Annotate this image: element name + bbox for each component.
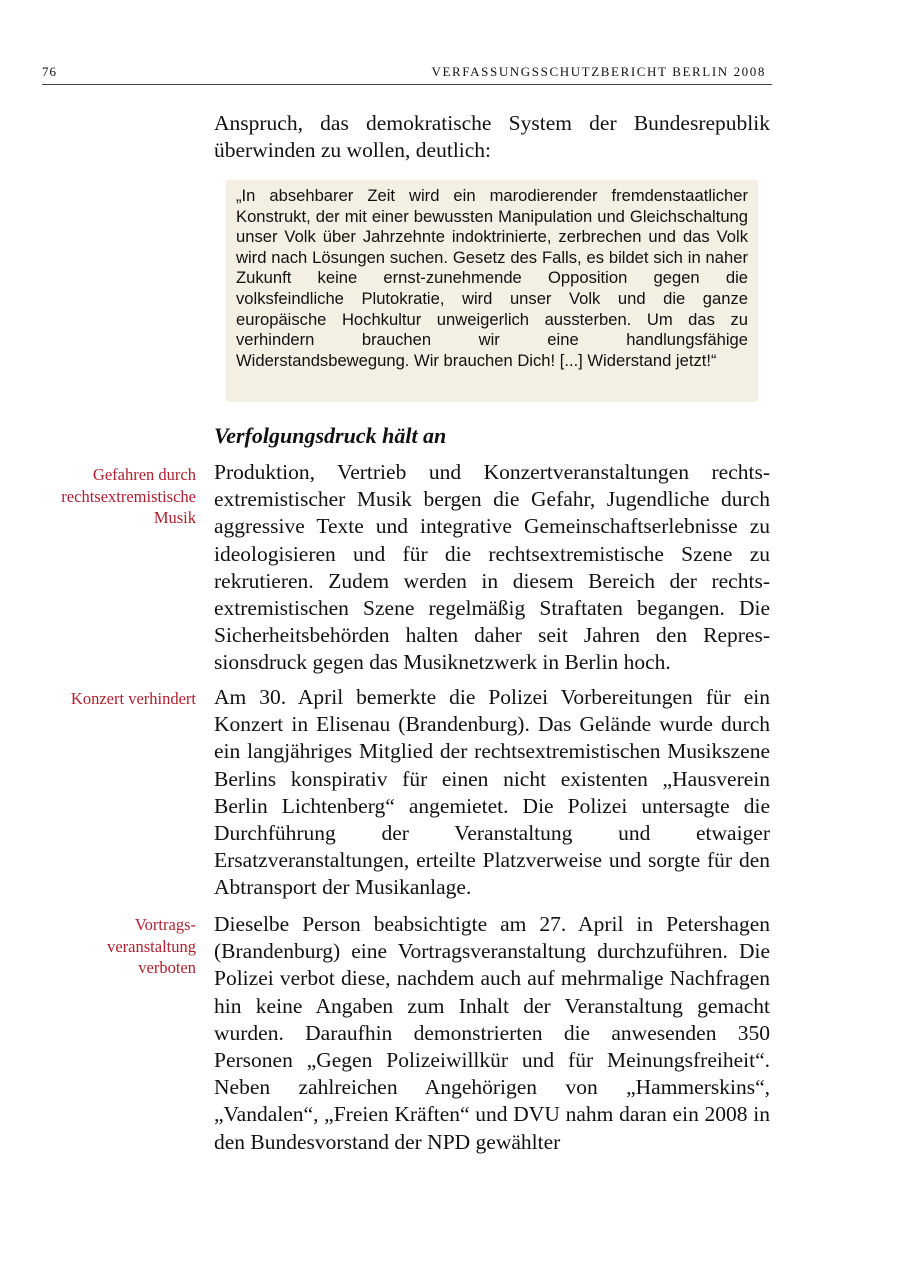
quote-text: „In absehbarer Zeit wird ein marodierender fremdenstaatlicher Konstrukt, der mit einer bewussten Manipulation und Gleichschaltung unser Volk über Jahrzehnte indoktrinierte, zerbrechen und das Volk wird nach Lösungen suchen. Gesetz des Falls, es bildet sich in naher Zukunft keine ernst-zunehmende Opposition gegen die volksfeindliche Plutokratie, wird unser Volk und die ganze europäische Hochkultur unweigerlich aussterben. Um das zu verhindern brauchen wir eine handlungsfähige Widerstandsbewegung. Wir brauchen Dich! [...] Widerstand jetzt!“ (236, 186, 748, 370)
paragraph-lecture: Dieselbe Person beabsichtigte am 27. April in Petershagen (Brandenburg) eine Vortragsveranstaltung durchzuführen. Die Polizei verbot diese, nachdem auch auf mehrmalige Nachfragen hin keine Angaben zum Inhalt der Veranstaltung gemacht wurden. Daraufhin demonstrierten die anwesenden 350 Personen „Gegen Polizeiwillkür und für Meinungsfreiheit“. Neben zahlreichen Angehörigen von „Hammerskins“, „Vandalen“, „Freien Kräften“ und DVU nahm daran ein 2008 in den Bundesvorstand der NPD gewählter (214, 912, 770, 1154)
intro-paragraph: Anspruch, das demokratische System der Bundesrepublik überwinden zu wollen, deutlich: (214, 111, 770, 163)
margin-note-lecture: Vortrags- veranstaltung verboten (107, 915, 196, 977)
margin-note-music: Gefahren durch rechtsextremistische Musik (61, 465, 196, 527)
paragraph-music: Produktion, Vertrieb und Konzertveranstaltungen rechtsextremistischer Musik bergen die Gefahr, Jugendliche durch aggressive Texte und integrative Gemeinschaftserlebnisse zu ideologisieren und für die rechtsextremistische Szene zu rekrutieren. Zudem werden in diesem Bereich der rechtsextremistischen Szene regelmäßig Straftaten begangen. Die Sicherheitsbehörden halten daher seit Jahren den Repressionsdruck gegen das Musiknetzwerk in Berlin hoch. (214, 460, 770, 675)
quote-box (226, 180, 758, 402)
running-title: VERFASSUNGSSCHUTZBERICHT BERLIN 2008 (431, 64, 766, 79)
paragraph-concert: Am 30. April bemerkte die Polizei Vorbereitungen für ein Konzert in Elisenau (Brandenburg). Das Gelände wurde durch ein langjähriges Mitglied der rechtsextremistischen Musikszene Berlins konspirativ für einen nicht existenten „Hausverein Berlin Lichtenberg“ angemietet. Die Polizei untersagte die Durchführung der Veranstaltung und etwaiger Ersatzveranstaltungen, erteilte Platzverweise und sorgte für den Abtransport der Musikanlage. (214, 685, 770, 900)
page-number: 76 (42, 64, 57, 79)
page-header (42, 64, 772, 85)
section-heading: Verfolgungsdruck hält an (214, 423, 447, 448)
margin-note-concert: Konzert verhindert (70, 689, 196, 708)
